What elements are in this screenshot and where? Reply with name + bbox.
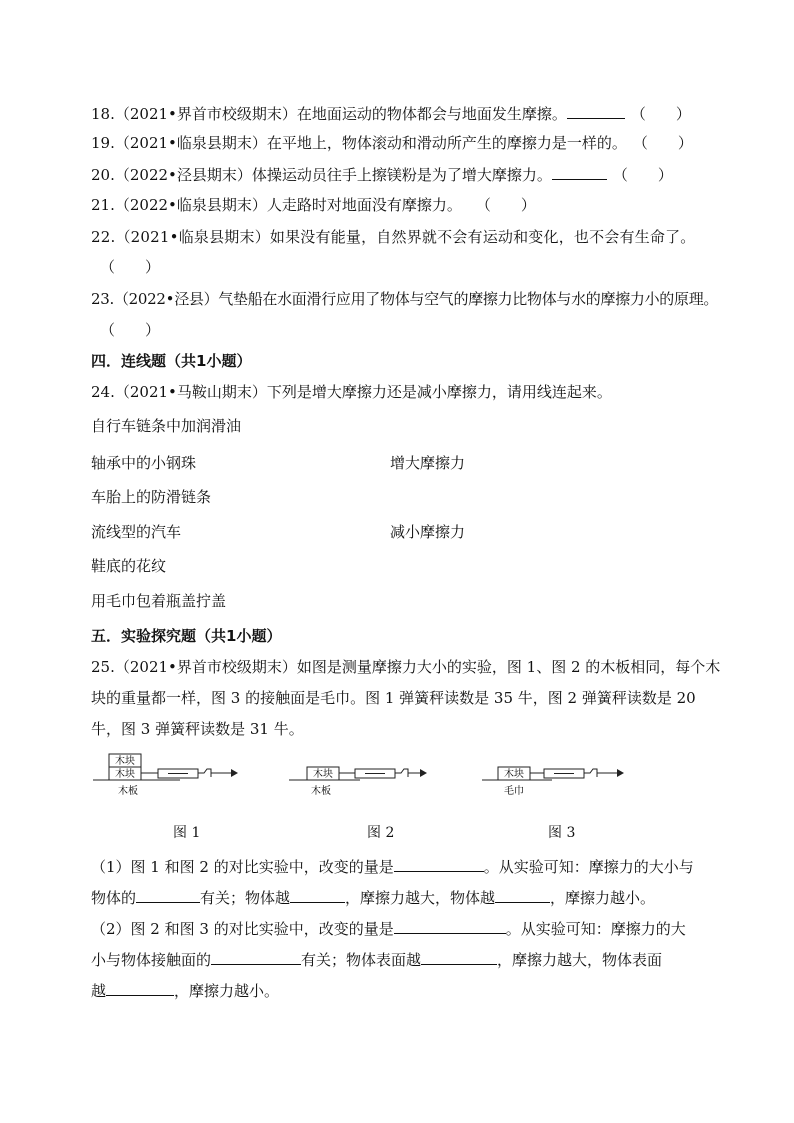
question-22: 22.（2021•临泉县期末）如果没有能量，自然界就不会有运动和变化，也不会有生命了。 <box>91 228 696 246</box>
question-21: 21.（2022•临泉县期末）人走路时对地面没有摩擦力。 （ ） <box>91 196 536 214</box>
answer-blank[interactable] <box>136 887 200 903</box>
scale-hook <box>584 769 597 777</box>
question-23: 23.（2022•泾县）气垫船在水面滑行应用了物体与空气的摩擦力比物体与水的摩擦力小的原理。 <box>91 290 719 308</box>
answer-paren[interactable]: （ ） <box>632 134 693 152</box>
question-18: 18.（2021•界首市校级期末）在地面运动的物体都会与地面发生摩擦。 （ ） <box>91 105 691 123</box>
question-19: 19.（2021•临泉县期末）在平地上，物体滚动和滑动所产生的摩擦力是一样的。 （ ） <box>91 134 693 152</box>
match-right-item[interactable]: 增大摩擦力 <box>390 454 466 472</box>
question-22-paren <box>100 257 160 277</box>
arrow-head-icon <box>617 769 624 777</box>
block-label: 木块 <box>504 769 524 780</box>
question-24: 24.（2021•马鞍山期末）下列是增大摩擦力还是减小摩擦力，请用线连起来。 <box>91 383 612 401</box>
surface-label: 毛巾 <box>504 786 524 797</box>
match-left-item[interactable]: 自行车链条中加润滑油 <box>91 417 242 435</box>
part-2-line3: 越 ，摩擦力越小。 <box>91 982 280 1000</box>
arrow-head-icon <box>420 769 427 777</box>
answer-paren[interactable]: （ ） <box>475 196 536 214</box>
section-4-title: 四．连线题（共1小题） <box>91 352 252 370</box>
figure-2-diagram <box>285 752 475 800</box>
answer-blank[interactable] <box>567 103 625 119</box>
match-left-item[interactable]: 鞋底的花纹 <box>91 557 167 575</box>
match-left-item[interactable]: 轴承中的小钢珠 <box>91 454 197 472</box>
scale-hook <box>198 769 211 777</box>
part-2-line1: （2）图 2 和图 3 的对比实验中，改变的量是 。从实验可知：摩擦力的大 <box>91 920 686 938</box>
answer-paren[interactable]: （ ） <box>100 258 161 276</box>
answer-blank[interactable] <box>394 856 484 872</box>
answer-blank[interactable] <box>106 980 174 996</box>
question-25-line3: 牛，图 3 弹簧秤读数是 31 牛。 <box>91 720 304 738</box>
figure-1-diagram <box>90 752 280 800</box>
answer-paren[interactable]: （ ） <box>612 166 673 184</box>
scale-hook <box>395 769 408 777</box>
figure-3-diagram <box>472 752 662 800</box>
question-25-line2: 块的重量都一样，图 3 的接触面是毛巾。图 1 弹簧秤读数是 35 牛，图 2 弹簧秤读数是 20 <box>91 689 696 707</box>
match-right-item[interactable]: 减小摩擦力 <box>390 523 466 541</box>
question-20: 20.（2022•泾县期末）体操运动员往手上擦镁粉是为了增大摩擦力。 （ ） <box>91 166 673 184</box>
arrow-head-icon <box>231 769 238 777</box>
figure-3-caption: 图 3 <box>548 825 576 841</box>
part-1-line2: 物体的 有关；物体越 ，摩擦力越大，物体越 ，摩擦力越小。 <box>91 889 656 907</box>
answer-paren[interactable]: （ ） <box>100 321 161 339</box>
answer-paren[interactable]: （ ） <box>630 105 691 123</box>
part-1-line1: （1）图 1 和图 2 的对比实验中，改变的量是 。从实验可知：摩擦力的大小与 <box>91 858 694 876</box>
block-label: 木块 <box>115 756 135 767</box>
match-left-item[interactable]: 车胎上的防滑链条 <box>91 488 212 506</box>
block-label: 木块 <box>115 769 135 780</box>
surface-label: 木板 <box>118 786 138 797</box>
surface-label: 木板 <box>311 786 331 797</box>
block-label: 木块 <box>313 769 333 780</box>
answer-blank[interactable] <box>495 887 550 903</box>
section-5-title: 五．实验探究题（共1小题） <box>91 627 282 645</box>
answer-blank[interactable] <box>211 949 301 965</box>
match-left-item[interactable]: 用毛巾包着瓶盖拧盖 <box>91 592 227 610</box>
answer-blank[interactable] <box>552 164 607 180</box>
question-23-paren <box>100 320 160 340</box>
answer-blank[interactable] <box>394 918 506 934</box>
match-left-item[interactable]: 流线型的汽车 <box>91 523 182 541</box>
figure-1-caption: 图 1 <box>173 825 201 841</box>
part-2-line2: 小与物体接触面的 有关；物体表面越 ，摩擦力越大，物体表面 <box>91 951 663 969</box>
answer-blank[interactable] <box>290 887 345 903</box>
question-25-line1: 25.（2021•界首市校级期末）如图是测量摩擦力大小的实验，图 1、图 2 的木板相同，每个木 <box>91 658 721 676</box>
figure-2-caption: 图 2 <box>367 825 395 841</box>
answer-blank[interactable] <box>421 949 497 965</box>
